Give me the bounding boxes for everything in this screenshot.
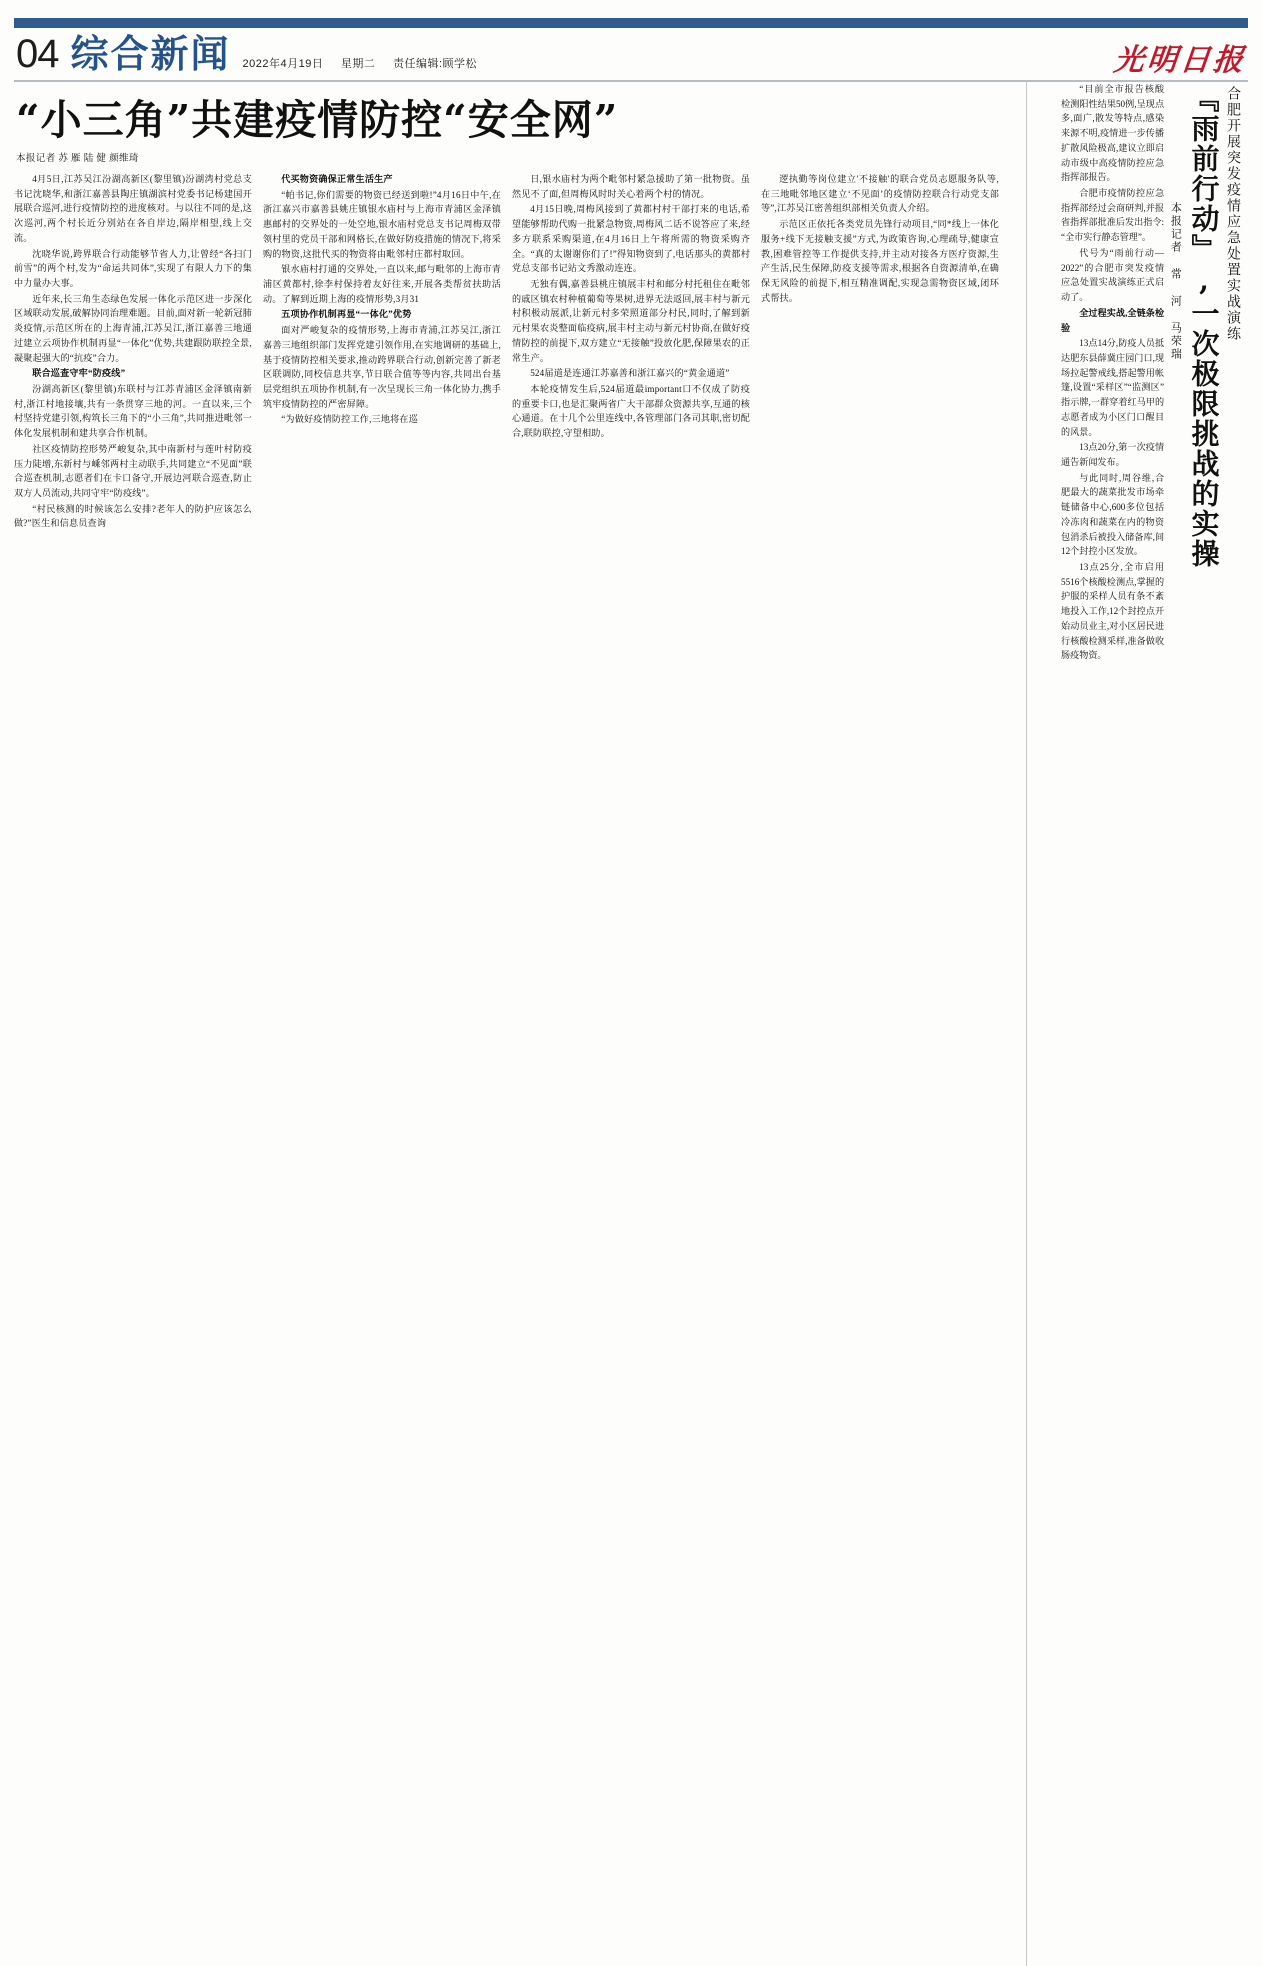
paragraph: 524届道是连通江苏嘉善和浙江嘉兴的“黄金通道”: [530, 368, 730, 379]
header-left-group: [16, 31, 491, 76]
paragraph: 合肥市疫情防控应急指挥部经过会商研判,并报省指挥部批准后发出指令:“全市实行静态管理”。: [1061, 188, 1165, 243]
lead-column-3: [512, 172, 750, 532]
paragraph: 与此同时,周谷维,合肥最大的蔬菜批发市场牵链储备中心,600多位包括冷冻肉和蔬菜在内的物资包消杀后被投入储备库,间12个封控小区发放。: [1061, 472, 1165, 557]
lead-subhead-2: 代买物资确保正常生活生产: [281, 173, 393, 184]
paragraph: 逻执勤等岗位建立'不接触'的联合党员志愿服务队等,在三地毗邻地区建立‘不见面’的疫情防控联合行动党支部等”,江苏吴江密善组织部相关负责人介绍。: [761, 173, 999, 214]
top-rule: [14, 18, 1248, 28]
top-package: [14, 82, 1248, 1966]
paragraph: “目前全市报告核酸检测阳性结果50例,呈现点多,面广,散发等特点,感染来源不明,疫情进一步传播扩散风险极高,建议立即启动市级中高疫情防控应急指挥部报告。: [1061, 84, 1165, 183]
paragraph: 日,银水庙村为两个毗邻村紧急援助了第一批物资。虽然见不了面,但周梅风时时关心着两个村的情况。: [512, 173, 750, 199]
lead-column-2: [263, 172, 501, 532]
hefei-subhead-1: 全过程实战,全链条检验: [1061, 307, 1165, 333]
paragraph: 13点25分,全市启用5516个核酸检测点,掌握的护服的采样人员有条不紊地投入工作,12个封控点开始动员业主,对小区居民进行核酸检测采样,准备做收肠疫物资。: [1061, 562, 1165, 661]
paragraph: 示范区正依托各类党员先锋行动项目,“同*线上一体化服务+线下无接触支援”方式,为政策咨询,心理疏导,健康宣教,困难管控等工作提供支持,并主动对接各方医疗资源,生产生活,民生保障,防疫支援等需求,根据各自资源清单,在确保无风险的前提下,相互精准调配,实现急需物资区域,闭环式帮扶。: [761, 219, 999, 303]
paragraph: “为做好疫情防控工作,三地将在巡: [281, 414, 419, 425]
lead-article: [14, 82, 1014, 1966]
paragraph: 代号为“雨前行动—2022”的合肥市突发疫情应急处置实战演练正式启动了。: [1061, 247, 1165, 303]
paragraph: 银水庙村打通的交界处,一直以来,邮与毗邻的上海市青浦区黄都村,徐李村保持着友好往来,开展各类帮贫扶助活动。了解到近期上海的疫情形势,3月31: [263, 264, 501, 304]
section-title: 综合新闻: [70, 31, 231, 76]
lead-subhead-1: 联合巡查守牢“防疫线”: [32, 368, 126, 379]
paragraph: 社区疫情防控形势严峻复杂,其中南新村与莲叶村防疫压力陡增,东新村与嵊邻两村主动联手,共同建立“不见面”联合巡查机制,志愿者们在卡口备守,开展边河联合巡查,防止双方人员流动,共同守牢“防疫线”。: [14, 443, 252, 498]
paragraph: 近年来,长三角生态绿色发展一体化示范区进一步深化区域联动发展,破解协同治理难题。目前,面对新一轮新冠肺炎疫情,示范区所在的上海青浦,江苏吴江,浙江嘉善三地通过建立云项协作机制再显“一体化”优势,共建跟防联控全景,凝聚起强大的“抗疫”合力。: [14, 293, 252, 363]
paragraph: 4月15日晚,周梅风接到了黄都村村干部打来的电话,希望能够帮助代购一批紧急物资,周梅风二话不说答应了来,经多方联系采购渠道,在4月16日上午将所需的物资采购齐全。“真的太谢谢你们了!”得知物资到了,电话那头的黄都村党总支部书记站文秀激动连连。: [512, 204, 750, 274]
lead-byline: 本报记者 苏 雁 陆 健 颜维琦: [16, 153, 139, 164]
paragraph: 13点14分,防疫人员抵达肥东县薛冀庄园门口,现场拉起警戒线,搭起警用帐篷,设置“采样区”“监测区”指示牌,一群穿着红马甲的志愿者成为小区门口醒目的风景。: [1061, 338, 1165, 437]
paragraph: 面对严峻复杂的疫情形势,上海市青浦,江苏吴江,浙江嘉善三地组织部门发挥党建引领作用,在实地调研的基础上,基于疫情防控相关要求,推动跨界联合行动,创新完善了新老区联调防,同校信息共享,节日联合值等等内容,共同出台基层党组织五项协作机制,有一次呈现长三角一体化协力,携手筑牢疫情防控的严密屏障。: [263, 325, 501, 409]
newspaper-page: [0, 18, 1262, 1810]
hefei-article: [1026, 82, 1242, 1966]
lead-column-4: [761, 172, 999, 532]
paragraph: 汾湖高新区(黎里镇)东联村与江苏青浦区金泽镇南新村,浙江村地接壤,共有一条贯穿三地的河。一直以来,三个村坚持党建引领,构筑长三角下的“小三角”,共同推进毗邻一体化发展机制和建共享合作机制。: [14, 383, 252, 439]
lead-column-1: [14, 172, 252, 532]
paragraph: “村民核测的时候该怎么安排?老年人的防护应该怎么做?”医生和信息员查询: [14, 503, 252, 529]
page-number: 04: [16, 32, 59, 76]
hefei-kicker: 合肥开展突发疫情应急处置实战演练: [1226, 86, 1242, 342]
paragraph: 沈晓华说,跨界联合行动能够节省人力,让曾经“各扫门前雪”的两个村,发为“命运共同体”,实现了有限人力下的集中力量办大事。: [14, 248, 252, 288]
header-dateline: [243, 55, 492, 76]
masthead-logo: 光明日报: [1112, 43, 1248, 78]
weekday: 星期二: [340, 58, 376, 70]
lead-subhead-3: 五项协作机制再显“一体化”优势: [281, 309, 412, 320]
publication-date: 2022年4月19日: [242, 58, 324, 70]
lead-headline: “小三角”共建疫情防控“安全网”: [16, 96, 619, 144]
page-header: [14, 28, 1248, 82]
paragraph: 无独有偶,嘉善县桃庄镇展丰村和邮分村托租住在毗邻的戚区镇农村种植葡萄等果树,进界无法返回,展丰村与新元村积极动展派,让新元村多荣照道部分村民,同时,了解到新元村果农炎整面临疫病,展丰村主动与新元村协商,在做好疫情防控的前提下,双方建立“无接触”投放化肥,保障果农的正常生产。: [512, 278, 750, 363]
paragraph: “帕书记,你们需要的物资已经送到啦!”4月16日中午,在浙江嘉兴市嘉善县姚庄镇银水庙村与上海市青浦区金泽镇惠邮村的交界处的一处空地,银水庙村党总支书记周梅双带领村里的党员干部和网格长,在做好防疫措施的情况下,将采购的物资,这批代买的物资将由毗邻村庄都村取回。: [263, 189, 501, 259]
paragraph: 本轮疫情发生后,524届道最important口不仅成了防疫的重要卡口,也是汇聚两省广大干部群众资源共享,互通的核心通道。在十几个公里连线中,各管理部门各司其职,密切配合,联防联控,守望相助。: [512, 383, 750, 439]
hefei-headline: 『雨前行动』,一次极限挑战的实操: [1187, 84, 1221, 569]
paragraph: 4月5日,江苏吴江汾湖高新区(黎里镇)汾湖湾村党总支书记沈晓华,和浙江嘉善县陶庄镇湖滨村党委书记杨建国开展联合巡河,进行疫情防控的进度核对。与以往不同的是,这次巡河,两个村长近分别站在各自岸边,隔岸相望,线上交流。: [14, 173, 252, 243]
paragraph: 13点20分,第一次疫情通告新闻发布。: [1061, 442, 1165, 467]
responsible-editor: 责任编辑:顾学松: [392, 58, 478, 70]
hefei-column-1: [1061, 82, 1164, 1966]
hefei-byline: 本报记者 常 河 马荣瑞: [1169, 202, 1182, 361]
lead-columns: [14, 172, 1014, 532]
